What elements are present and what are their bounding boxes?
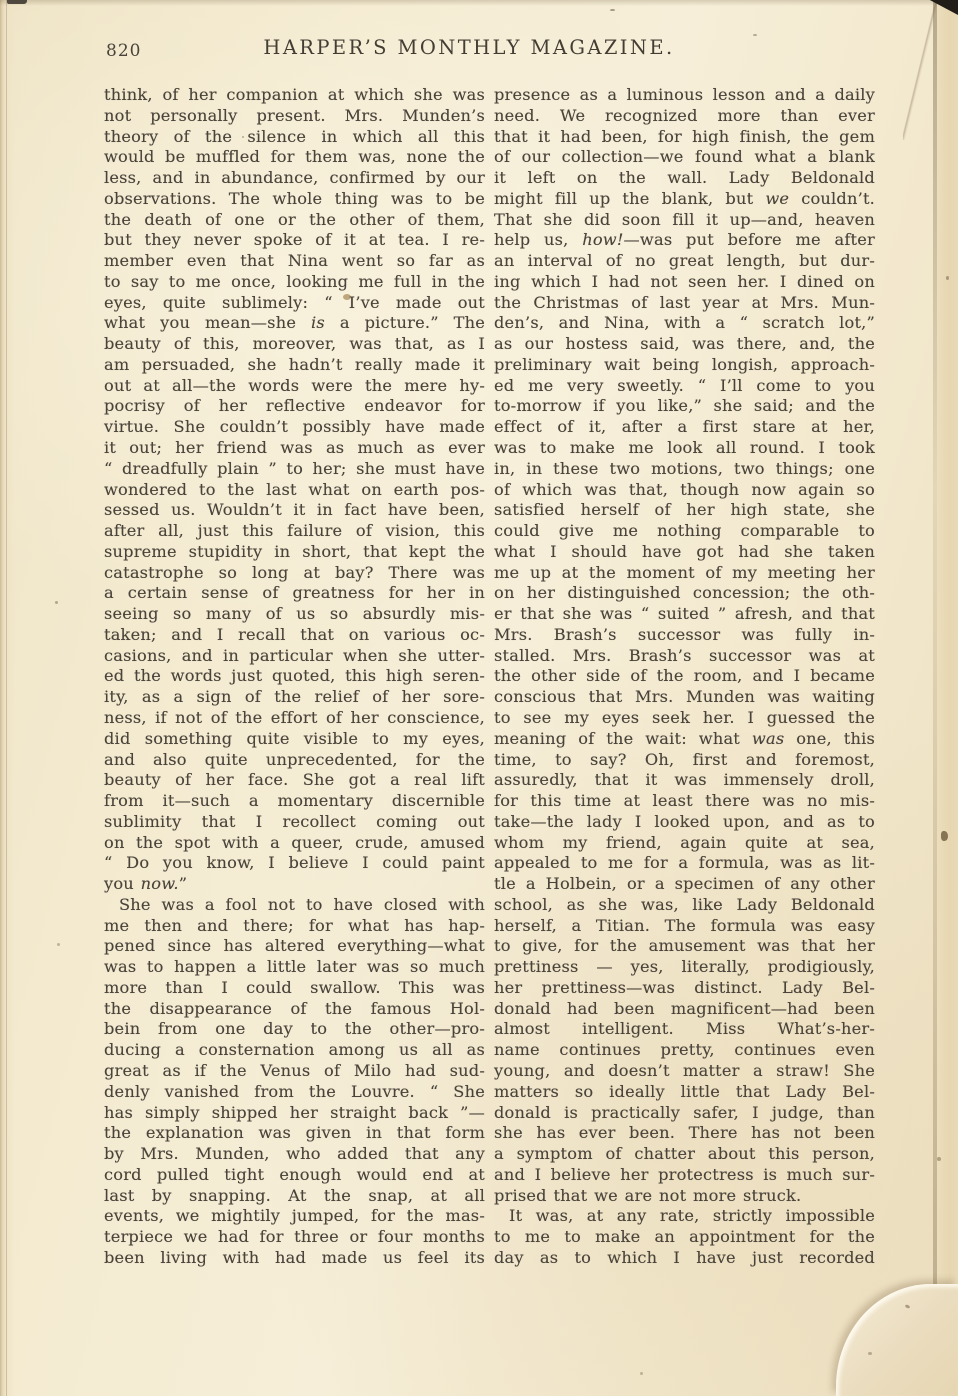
scan-mark-top-left <box>7 0 27 4</box>
text-line: ing which I had not seen her. I dined on <box>494 271 875 291</box>
corner-fold-line <box>903 0 937 140</box>
text-line: casions, and in particular when she utter- <box>104 645 485 665</box>
text-line: sessed us. Wouldn’t it in fact have been, <box>104 500 485 520</box>
text-line: last by snapping. At the snap, at all <box>104 1185 485 1205</box>
text-line: more than I could swallow. This was <box>104 977 485 997</box>
text-line: less, and in abundance, confirmed by our <box>104 168 485 188</box>
text-line: eyes, quite sublimely: “ I’ve made out <box>104 292 485 312</box>
text-line: an interval of no great length, but dur- <box>494 251 875 271</box>
text-line: meaning of the wait: what was one, this <box>494 728 875 748</box>
text-line: out at all—the words were the mere hy- <box>104 375 485 395</box>
text-line: day as to which I have just recorded <box>494 1247 875 1267</box>
text-line: taken; and I recall that on various oc- <box>104 624 485 644</box>
text-line: name continues pretty, continues even <box>494 1040 875 1060</box>
text-line: it left on the wall. Lady Beldonald <box>494 168 875 188</box>
text-line: on her distinguished concession; the oth- <box>494 583 875 603</box>
text-line: take—the lady I looked upon, and as to <box>494 811 875 831</box>
text-line: been living with had made us feel its <box>104 1247 485 1267</box>
article-body <box>104 85 875 1269</box>
text-line: not personally present. Mrs. Munden’s <box>104 105 485 125</box>
text-line: herself, a Titian. The formula was easy <box>494 915 875 935</box>
text-line: would be muffled for them was, none the <box>104 147 485 167</box>
ink-speck <box>57 943 60 946</box>
page-edge-left-line <box>6 0 7 1396</box>
text-line: might fill up the blank, but we couldn’t. <box>494 188 876 208</box>
ink-speck <box>610 9 615 11</box>
text-line: whom my friend, again quite at sea, <box>494 832 875 852</box>
text-line: to-morrow if you like,” she said; and the <box>494 396 875 416</box>
page-edge-left <box>0 0 16 1396</box>
text-line: in, in these two motions, two things; one <box>494 458 875 478</box>
text-line: ed the words just quoted, this high seren- <box>104 666 485 686</box>
ink-speck <box>946 276 949 280</box>
text-line: what you mean—she is a picture.” The <box>104 313 485 333</box>
text-line: “ Do you know, I believe I could paint <box>104 853 485 873</box>
text-line: you now.” <box>104 874 188 894</box>
text-line: to give, for the amusement was that her <box>494 936 875 956</box>
text-line: bein from one day to the other—pro- <box>104 1019 485 1039</box>
text-line: That she did soon fill it up—and, heaven <box>494 209 875 229</box>
text-line: was to happen a little later was so much <box>104 957 485 977</box>
text-line: supreme stupidity in short, that kept the <box>104 541 485 561</box>
text-line: her prettiness—was distinct. Lady Bel- <box>494 977 875 997</box>
text-line: cord pulled tight enough would end at <box>104 1164 485 1184</box>
text-line: by Mrs. Munden, who added that any <box>104 1144 485 1164</box>
text-line: to me to make an appointment for the <box>494 1227 875 1247</box>
text-line: den’s, and Nina, with a “ scratch lot,” <box>494 313 875 333</box>
text-line: seeing so many of us so absurdly mis- <box>104 604 485 624</box>
text-line: could give me nothing comparable to <box>494 521 875 541</box>
page-crease-right <box>933 0 937 1396</box>
text-line: wondered to the last what on earth pos- <box>104 479 485 499</box>
text-line: the disappearance of the famous Hol- <box>104 998 485 1018</box>
page-edge-shade-right <box>937 0 958 1396</box>
text-line: “ dreadfully plain ” to her; she must have <box>104 458 485 478</box>
text-line: great as if the Venus of Milo had sud- <box>104 1060 485 1080</box>
text-line: has simply shipped her straight back ”— <box>104 1102 485 1122</box>
text-line: pened since has altered everything—what <box>104 936 485 956</box>
text-line: of our collection—we found what a blank <box>494 147 875 167</box>
text-line: She was a fool not to have closed with <box>119 894 485 914</box>
text-line: the other side of the room, and I became <box>494 666 875 686</box>
text-line: young, and doesn’t matter a straw! She <box>494 1060 875 1080</box>
text-line: the death of one or the other of them, <box>104 209 485 229</box>
text-line: appealed to me for a formula, was as lit- <box>494 853 875 873</box>
text-line: think, of her companion at which she was <box>104 85 485 104</box>
ink-speck <box>640 1372 643 1375</box>
text-line: satisfied herself of her high state, she <box>494 500 875 520</box>
text-line: the explanation was given in that form <box>104 1123 485 1143</box>
text-line: beauty of this, moreover, was that, as I <box>104 334 485 354</box>
text-line: events, we mightily jumped, for the mas- <box>104 1206 485 1226</box>
text-line: school, as she was, like Lady Beldonald <box>494 894 875 914</box>
page-number: 820 <box>106 41 142 61</box>
magazine-title: HARPER’S MONTHLY MAGAZINE. <box>263 36 675 59</box>
ink-speck <box>941 831 948 841</box>
text-line: donald had been magnificent—had been <box>494 998 875 1018</box>
text-line: stalled. Mrs. Brash’s successor was at <box>494 645 875 665</box>
text-line: matters so ideally little that Lady Bel- <box>494 1081 875 1101</box>
text-line: preliminary wait being longish, approach- <box>494 354 875 374</box>
text-line: but they never spoke of it at tea. I re- <box>104 230 485 250</box>
text-line: what I should have got had she taken <box>494 541 875 561</box>
text-line: pocrisy of her reflective endeavor for <box>104 396 485 416</box>
text-line: a symptom of chatter about this person, <box>494 1144 875 1164</box>
page-header <box>104 36 874 62</box>
text-line: observations. The whole thing was to be <box>104 188 485 208</box>
text-line: did something quite visible to my eyes, <box>104 728 485 748</box>
text-line: er that she was “ suited ” afresh, and that <box>494 604 875 624</box>
text-line: conscious that Mrs. Munden was waiting <box>494 687 875 707</box>
column-right <box>494 85 875 1269</box>
text-line: Mrs. Brash’s successor was fully in- <box>494 624 875 644</box>
text-line: tle a Holbein, or a specimen of any other <box>494 874 875 894</box>
text-line: she has ever been. There has not been <box>494 1123 875 1143</box>
text-line: denly vanished from the Louvre. “ She <box>104 1081 485 1101</box>
page-edge-top-shade <box>0 0 958 6</box>
text-line: help us, how!—was put before me after <box>494 230 875 250</box>
text-line: on the spot with a queer, crude, amused <box>104 832 485 852</box>
text-line: donald is practically safer, I judge, than <box>494 1102 875 1122</box>
text-line: after all, just this failure of vision, this <box>104 521 485 541</box>
text-line: ness, if not of the effort of her conscience, <box>104 707 485 727</box>
ink-speck <box>55 601 58 604</box>
text-line: ducing a consternation among us all as <box>104 1040 485 1060</box>
text-line: need. We recognized more than ever <box>494 105 875 125</box>
text-line: ed me very sweetly. “ I’ll come to you <box>494 375 875 395</box>
text-line: to see my eyes seek her. I guessed the <box>494 707 875 727</box>
text-line: as our hostess said, was there, and, the <box>494 334 875 354</box>
torn-corner-bottom-right <box>836 1284 958 1396</box>
text-line: assuredly, that it was immensely droll, <box>494 770 875 790</box>
text-line: virtue. She couldn’t possibly have made <box>104 417 485 437</box>
text-line: prettiness — yes, literally, prodigiously, <box>494 957 875 977</box>
text-line: time, to say? Oh, first and foremost, <box>494 749 875 769</box>
text-line: catastrophe so long at bay? There was <box>104 562 485 582</box>
ink-speck <box>937 1157 941 1161</box>
text-line: sublimity that I recollect coming out <box>104 811 485 831</box>
text-line: theory of the silence in which all this <box>104 126 485 146</box>
text-line: am persuaded, she hadn’t really made it <box>104 354 485 374</box>
text-line: terpiece we had for three or four months <box>104 1227 485 1247</box>
text-line: from it—such a momentary discernible <box>104 791 485 811</box>
text-line: the Christmas of last year at Mrs. Mun- <box>494 292 875 312</box>
text-line: effect of it, after a first stare at her, <box>494 417 875 437</box>
column-left <box>104 85 485 1269</box>
text-line: to say to me once, looking me full in the <box>104 271 485 291</box>
text-line: ity, as a sign of the relief of her sore- <box>104 687 485 707</box>
text-line: beauty of her face. She got a real lift <box>104 770 485 790</box>
text-line: of which was that, though now again so <box>494 479 875 499</box>
text-line: and also quite unprecedented, for the <box>104 749 485 769</box>
ink-speck <box>868 1352 872 1355</box>
text-line: was to make me look all round. I took <box>494 438 875 458</box>
text-line: prised that we are not more struck. <box>494 1185 802 1205</box>
text-line: for this time at least there was no mis- <box>494 791 875 811</box>
text-line: almost intelligent. Miss What’s-her- <box>494 1019 875 1039</box>
text-line: me then and there; for what has hap- <box>104 915 485 935</box>
text-line: me up at the moment of my meeting her <box>494 562 875 582</box>
text-line: and I believe her protectress is much sur- <box>494 1164 875 1184</box>
text-line: presence as a luminous lesson and a daily <box>494 85 875 104</box>
text-line: member even that Nina went so far as <box>104 251 485 271</box>
text-line: It was, at any rate, strictly impossible <box>509 1206 875 1226</box>
text-line: it out; her friend was as much as ever <box>104 438 485 458</box>
text-line: that it had been, for high finish, the gem <box>494 126 875 146</box>
text-line: a certain sense of greatness for her in <box>104 583 485 603</box>
